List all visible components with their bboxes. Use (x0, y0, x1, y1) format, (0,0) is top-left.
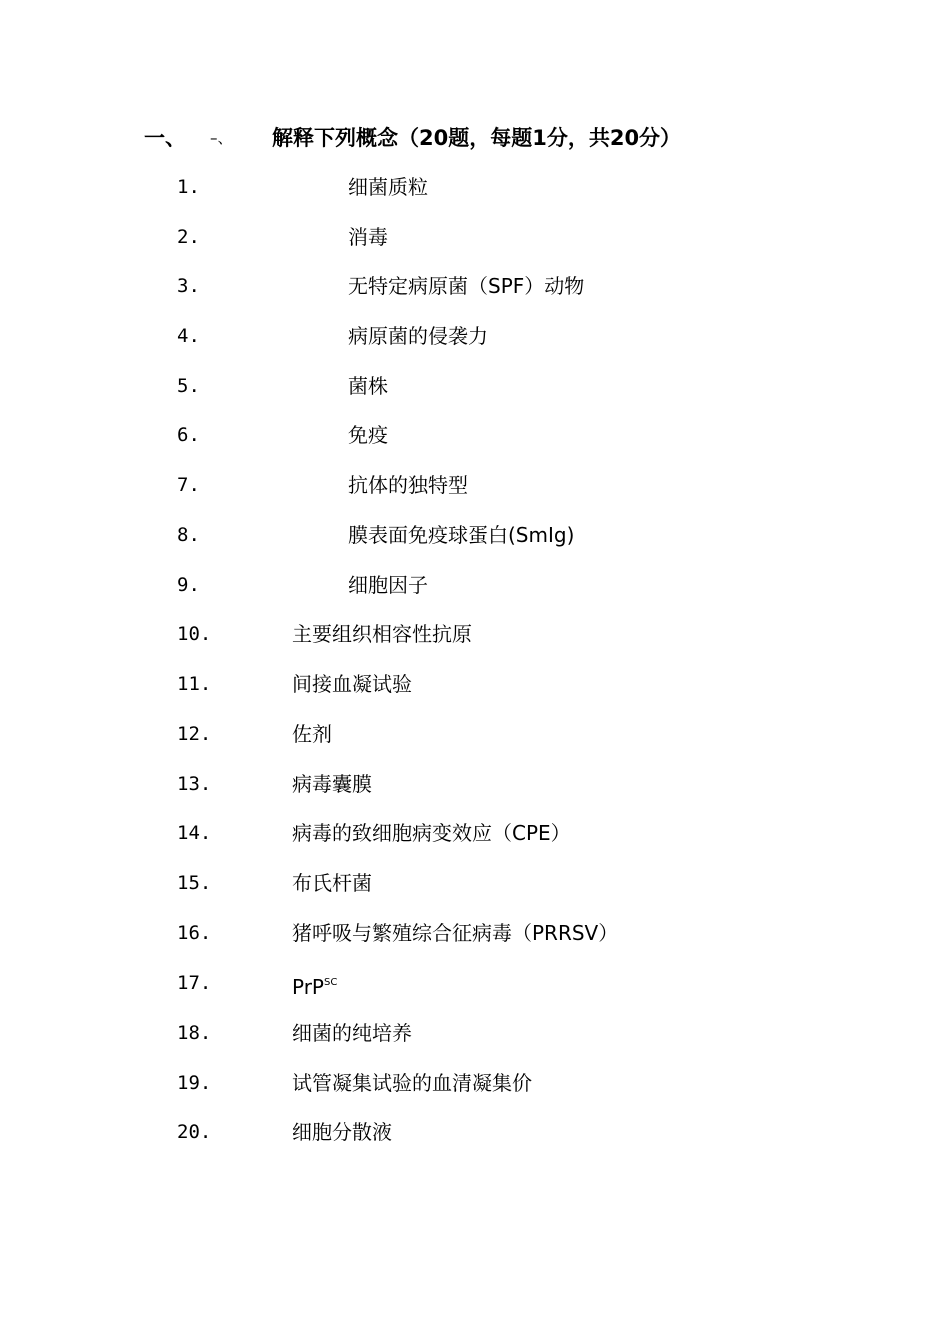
question-item (0, 1117, 950, 1147)
question-number: 15. (177, 872, 212, 894)
question-number: 14. (177, 822, 212, 844)
question-text: 病毒囊膜 (292, 772, 372, 796)
question-item (0, 719, 950, 749)
question-text: 布氏杆菌 (292, 871, 372, 895)
question-item (0, 520, 950, 550)
question-number: 8. (177, 524, 200, 546)
question-number: 16. (177, 922, 212, 944)
question-text: 佐剂 (292, 722, 332, 746)
question-item (0, 968, 950, 998)
question-number: 5. (177, 375, 200, 397)
question-text: 主要组织相容性抗原 (292, 622, 472, 646)
question-item (0, 868, 950, 898)
question-item (0, 669, 950, 699)
section-title: 解释下列概念（20题，每题1分，共20分） (272, 126, 682, 150)
question-number: 19. (177, 1072, 212, 1094)
question-item (0, 570, 950, 600)
question-text: 细菌质粒 (348, 175, 428, 199)
question-text: 间接血凝试验 (292, 672, 412, 696)
question-item (0, 818, 950, 848)
question-text: 病毒的致细胞病变效应（CPE） (292, 821, 571, 845)
question-text: 免疫 (348, 423, 388, 447)
question-number: 18. (177, 1022, 212, 1044)
question-text: 细胞分散液 (292, 1120, 392, 1144)
question-number: 11. (177, 673, 212, 695)
question-text: 试管凝集试验的血清凝集价 (292, 1071, 532, 1095)
question-text: 膜表面免疫球蛋白(SmIg) (348, 523, 575, 547)
question-item (0, 769, 950, 799)
question-item (0, 222, 950, 252)
question-number: 13. (177, 773, 212, 795)
question-text: 病原菌的侵袭力 (348, 324, 488, 348)
question-number: 4. (177, 325, 200, 347)
question-text-superscript: SC (324, 977, 338, 988)
question-text: 猪呼吸与繁殖综合征病毒（PRRSV） (292, 921, 619, 945)
question-item (0, 619, 950, 649)
question-text (292, 968, 337, 1002)
section-number: 一、 (144, 126, 186, 150)
question-item (0, 470, 950, 500)
question-number: 3. (177, 275, 200, 297)
question-text: 菌株 (348, 374, 388, 398)
question-number: 7. (177, 474, 200, 496)
question-text: 细菌的纯培养 (292, 1021, 412, 1045)
question-item (0, 321, 950, 351)
question-text: 无特定病原菌（SPF）动物 (348, 274, 585, 298)
question-item (0, 1018, 950, 1048)
question-number: 9. (177, 574, 200, 596)
question-number: 17. (177, 972, 212, 994)
section-subnumber: –、 (210, 129, 233, 147)
question-number: 20. (177, 1121, 212, 1143)
question-number: 1. (177, 176, 200, 198)
question-item (0, 918, 950, 948)
question-text-main: PrP (292, 975, 324, 999)
question-number: 2. (177, 226, 200, 248)
question-number: 6. (177, 424, 200, 446)
question-item (0, 1068, 950, 1098)
question-text: 细胞因子 (348, 573, 428, 597)
question-number: 10. (177, 623, 212, 645)
question-item (0, 420, 950, 450)
question-text: 消毒 (348, 225, 388, 249)
question-item (0, 172, 950, 202)
question-number: 12. (177, 723, 212, 745)
question-item (0, 271, 950, 301)
question-item (0, 371, 950, 401)
question-text: 抗体的独特型 (348, 473, 468, 497)
